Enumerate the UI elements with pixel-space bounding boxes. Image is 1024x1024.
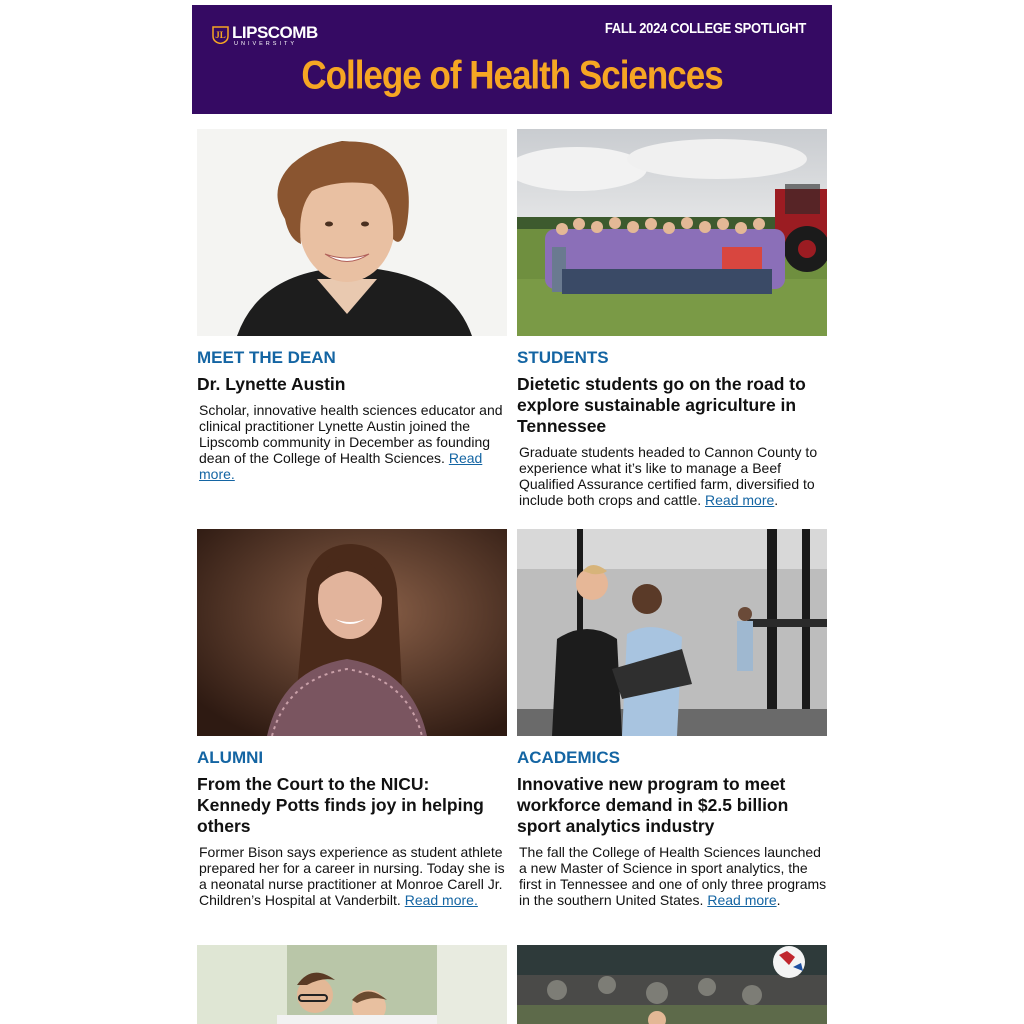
academics-gym-photo[interactable] [517,529,827,736]
section-label: ALUMNI [197,748,264,767]
summary-text: Graduate students headed to Cannon County to experience what it’s like to manage a Beef Qualified Assurance certified farm, diversified to include both crops and cattle. [519,444,818,508]
card-clinic-partial [197,945,507,1024]
header-banner [192,5,832,114]
logo-subtitle: UNIVERSITY [234,41,298,47]
summary-text: Former Bison says experience as student athlete prepared her for a career in nursing. Today she is a neonatal nurse practitioner at Monroe Carell Jr. Children’s Hospital at Vanderbilt. [199,844,505,908]
section-label: MEET THE DEAN [197,348,336,367]
logo-name: LIPSCOMB [232,23,318,42]
article-summary [199,402,507,482]
article-headline[interactable]: Dr. Lynette Austin [197,374,346,394]
svg-text:JL: JL [215,30,226,40]
summary-punctuation: . [774,492,779,508]
article-headline[interactable]: Dietetic students go on the road to explore sustainable agriculture in Tennessee [517,374,806,436]
read-more-link[interactable]: Read more. [199,450,483,482]
section-label: ACADEMICS [517,748,620,767]
spotlight-tag: FALL 2024 COLLEGE SPOTLIGHT [604,19,806,37]
card-alumni [197,529,507,908]
page-title: College of Health Sciences [301,53,723,98]
article-headline[interactable]: From the Court to the NICU: Kennedy Potts finds joy in helping others [197,774,484,836]
article-summary [519,844,827,908]
read-more-link[interactable]: Read more. [404,892,478,908]
university-logo[interactable] [212,24,318,52]
article-headline[interactable]: Innovative new program to meet workforce demand in $2.5 billion sport analytics industry [517,774,789,836]
lipscomb-crest-icon [212,26,229,44]
summary-text: Scholar, innovative health sciences educator and clinical practitioner Lynette Austin joined the Lipscomb community in December as founding dean of the College of Health Sciences. [199,402,503,466]
students-farm-photo[interactable] [517,129,827,336]
article-summary [519,444,827,508]
card-academics [517,529,827,908]
read-more-link[interactable]: Read more [707,892,777,908]
section-label: STUDENTS [517,348,609,367]
dean-portrait-photo[interactable] [197,129,507,336]
card-students [517,129,827,508]
summary-text: The fall the College of Health Sciences launched a new Master of Science in sport analytics, the first in Tennessee and one of only three programs in the southern United States. [519,844,827,908]
newsletter [192,5,832,114]
alumni-portrait-photo[interactable] [197,529,507,736]
card-soccer-partial [517,945,827,1024]
soccer-photo[interactable] [517,945,827,1024]
read-more-link[interactable]: Read more [705,492,775,508]
article-summary [199,844,507,908]
clinic-photo[interactable] [197,945,507,1024]
summary-punctuation: . [776,892,781,908]
card-meet-the-dean [197,129,507,482]
